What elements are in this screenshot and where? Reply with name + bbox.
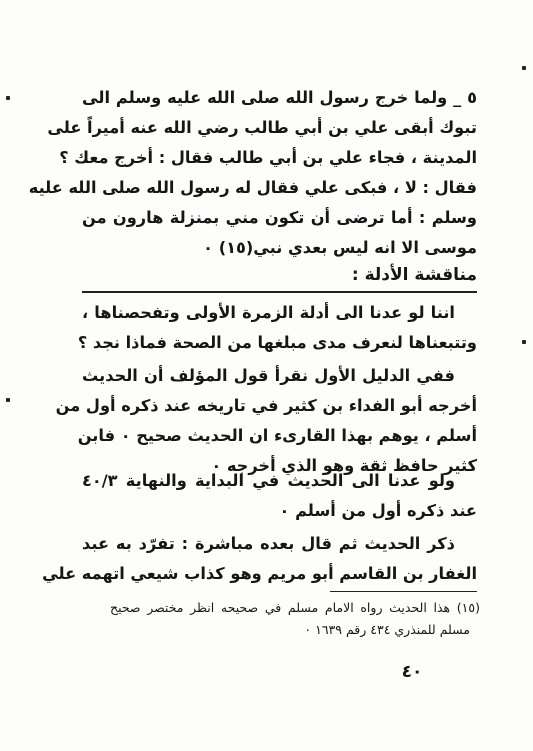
- footnote: [110, 597, 480, 641]
- discussion-paragraph: [42, 529, 477, 589]
- text-line: ذكر الحديث ثم قال بعده مباشرة : تفرّد به عبد: [82, 534, 455, 553]
- text-line: تبوك أبقى علي بن أبي طالب رضي الله عنه أميراً على: [47, 118, 477, 137]
- text-line: الغفار بن القاسم أبو مريم وهو كذاب شيعي اتهمه علي: [42, 564, 477, 583]
- text-line: كثير حافظ ثقة وهو الذي أخرجه ٠: [211, 456, 477, 475]
- scan-artifact-dot: [6, 96, 10, 100]
- footnote-line: مسلم للمنذري ٤٣٤ رقم ١٦٣٩ ٠: [304, 622, 470, 637]
- scan-artifact-dot: [6, 398, 10, 402]
- text-line: وتتبعناها لنعرف مدى مبلغها من الصحة فماذا نجد ؟: [77, 333, 477, 352]
- footnote-divider: [330, 591, 477, 592]
- text-line: ٥ _ ولما خرج رسول الله صلى الله عليه وسلم الى: [82, 88, 477, 107]
- text-line: فقال : لا ، فبكى علي فقال له رسول الله صلى الله عليه: [28, 178, 477, 197]
- hadith-paragraph: [28, 83, 477, 263]
- text-line: أسلم ، يوهم بهذا القارىء ان الحديث صحيح ٠ فابن: [77, 426, 477, 445]
- discussion-paragraph: [82, 466, 477, 526]
- page-number: ٤٠: [401, 662, 423, 682]
- section-heading: مناقشة الأدلة :: [351, 265, 477, 285]
- discussion-paragraph: [55, 361, 477, 481]
- text-line: ولو عدنا الى الحديث في البداية والنهاية ٤٠/٣: [82, 471, 455, 490]
- text-line: ففي الدليل الأول نقرأ قول المؤلف أن الحديث: [82, 366, 455, 385]
- text-line: موسى الا انه ليس بعدي نبي(١٥) ٠: [203, 238, 477, 257]
- text-line: أخرجه أبو الفداء بن كثير في تاريخه عند ذكره أول من: [55, 396, 477, 415]
- text-line: اننا لو عدنا الى أدلة الزمرة الأولى وتفحصناها ،: [82, 303, 455, 322]
- scan-artifact-dot: [522, 340, 526, 344]
- text-line: عند ذكره أول من أسلم ٠: [279, 501, 477, 520]
- text-line: وسلم : أما ترضى أن تكون مني بمنزلة هارون من: [82, 208, 477, 227]
- footnote-line: (١٥) هذا الحديث رواه الامام مسلم في صحيحه انظر مختصر صحيح: [110, 600, 480, 615]
- scan-artifact-dot: [522, 66, 526, 70]
- discussion-paragraph: [77, 298, 477, 358]
- heading-divider: [82, 291, 477, 293]
- text-line: المدينة ، فجاء علي بن أبي طالب فقال : أخرج معك ؟: [59, 148, 477, 167]
